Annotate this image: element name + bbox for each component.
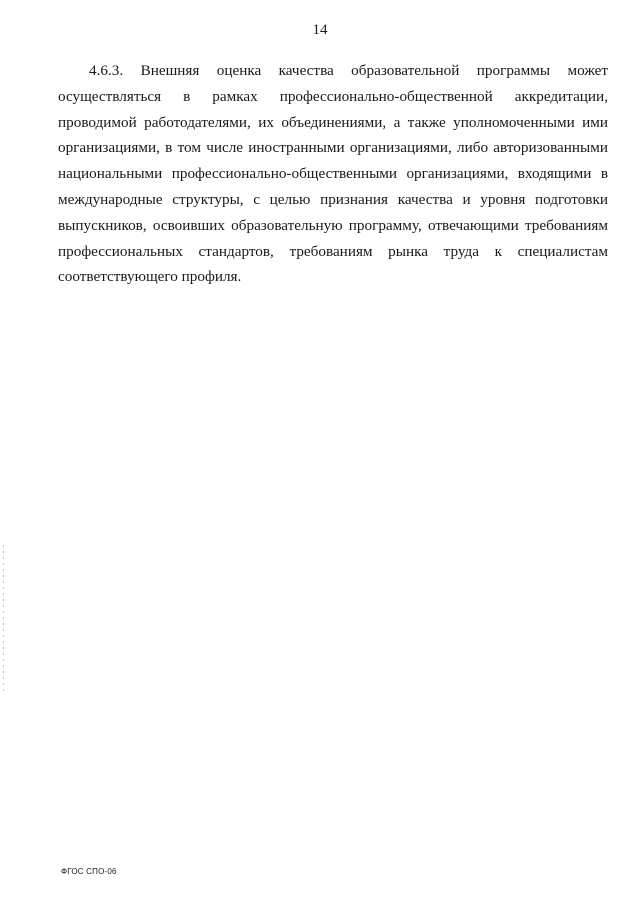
- paragraph-line: 4.6.3. Внешняя оценка качества образовательной программы может: [89, 62, 608, 79]
- margin-scan-mark: [3, 545, 4, 695]
- page-number: 14: [312, 22, 328, 38]
- paragraph-line: организациями, в том числе иностранными организациями, либо авторизованными: [58, 139, 608, 157]
- paragraph-line: проводимой работодателями, их объединениями, а также уполномоченными ими: [58, 113, 608, 131]
- paragraph-line: осуществляться в рамках профессионально-общественной аккредитации,: [58, 87, 608, 105]
- body-paragraph: [58, 58, 608, 290]
- paragraph-line: соответствующего профиля.: [58, 268, 242, 286]
- footer-document-code: ФГОС СПО-06: [61, 867, 117, 876]
- paragraph-line: профессиональных стандартов, требованиям рынка труда к специалистам: [58, 242, 608, 260]
- paragraph-line: международные структуры, с целью признания качества и уровня подготовки: [58, 190, 608, 208]
- paragraph-line: национальными профессионально-общественными организациями, входящими в: [58, 165, 608, 183]
- paragraph-line: выпускников, освоивших образовательную программу, отвечающими требованиям: [58, 216, 608, 234]
